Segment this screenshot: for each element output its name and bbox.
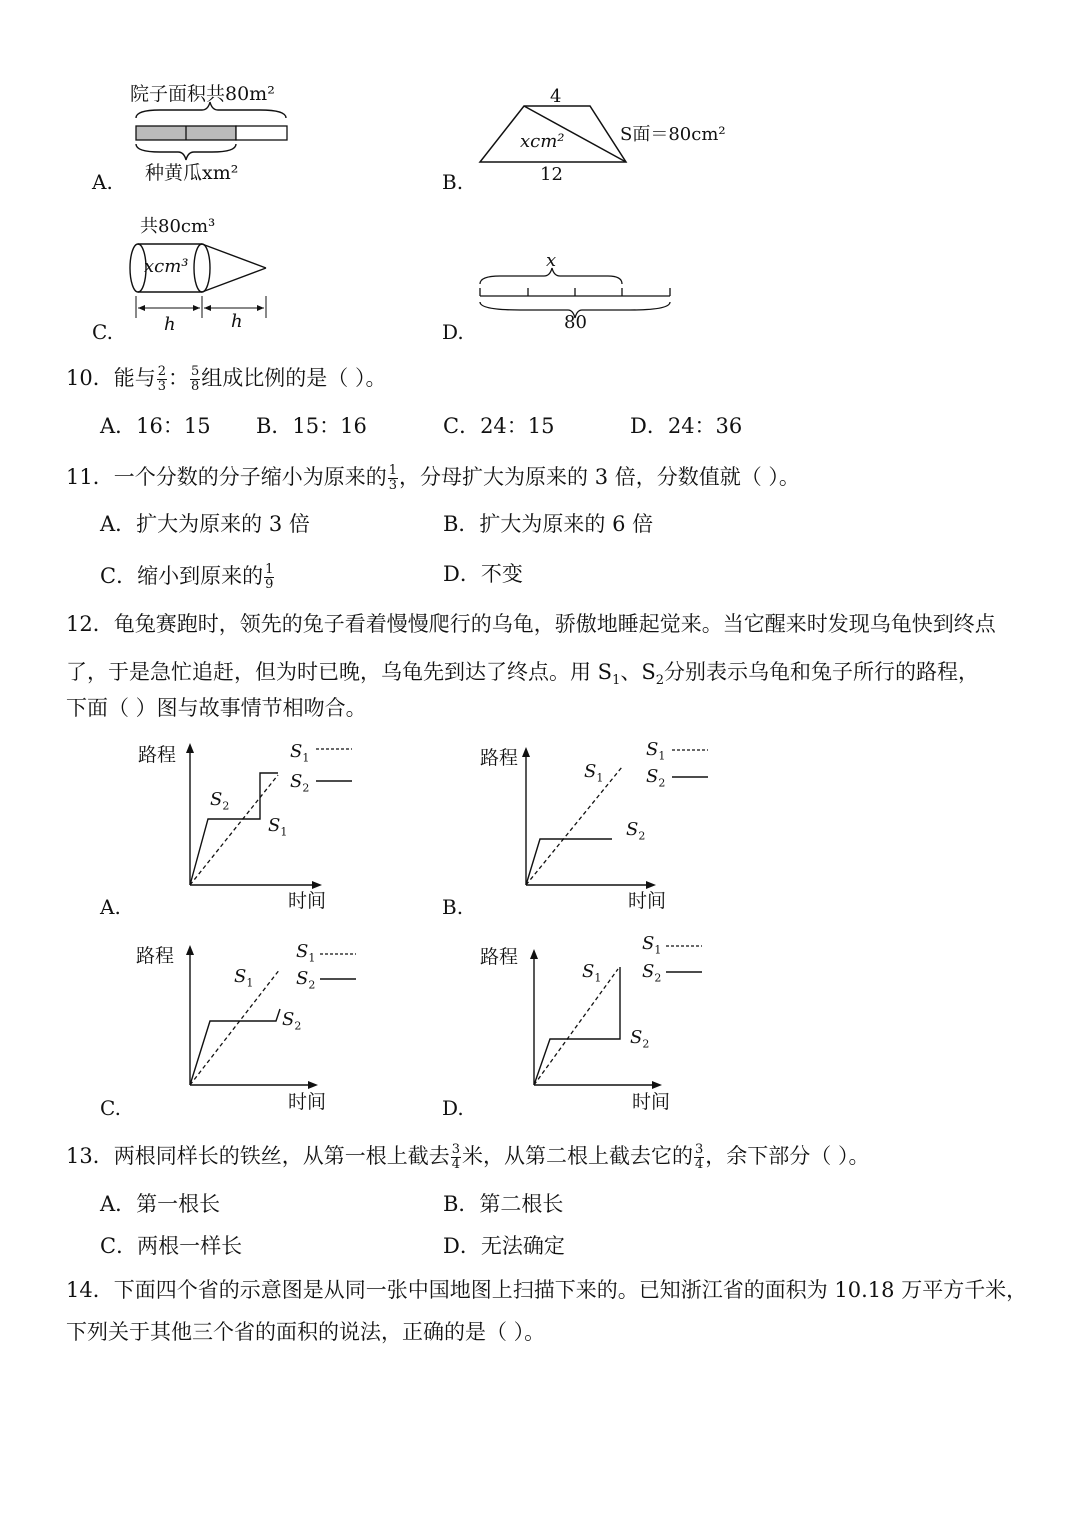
series-label: S [642,933,655,954]
option-a[interactable]: A．第一根长 [100,1192,221,1216]
question-text: ，余下部分（ ）。 [705,1144,870,1168]
question-text: 、S [620,660,656,684]
x-axis-label: 时间 [628,890,667,912]
question-text: 米，从第二根上截去它的 [462,1144,694,1168]
option-a[interactable]: A．16：15 [100,414,211,438]
subscript: 1 [596,771,604,785]
question-number: 10． [66,366,114,390]
option-a[interactable]: A．扩大为原来的 3 倍 [100,512,310,536]
legend-s1 [642,935,661,956]
option-letter[interactable]: D. [442,1096,464,1120]
question-text: 两根同样长的铁丝，从第一根上截去 [113,1144,450,1168]
subscript: 2 [222,799,230,813]
subscript: 1 [302,751,310,765]
subscript: 2 [654,971,662,985]
subscript: 1 [246,976,254,990]
series-label: S [268,815,281,836]
graph-d [432,935,732,1125]
legend-s1 [290,743,309,764]
option-d[interactable]: D．不变 [443,562,523,586]
subscript: 2 [638,829,646,843]
distance-time-graph [90,735,390,925]
question-14-line-2: 下列关于其他三个省的面积的说法，正确的是（ ）。 [66,1320,546,1344]
subscript: 1 [594,971,602,985]
option-letter: C. [92,320,113,344]
curve-label-s2 [626,821,645,842]
denominator: 4 [695,1157,704,1172]
option-b[interactable]: B．扩大为原来的 6 倍 [443,512,654,536]
subscript: 1 [654,943,662,957]
series-label: S [234,966,247,987]
option-text: C．缩小到原来的 [100,564,264,588]
distance-time-graph [90,935,390,1125]
legend-s2 [296,970,315,991]
cylinder-height-label: h [164,314,176,335]
subscript: 1 [280,825,288,839]
option-c[interactable] [100,560,275,592]
question-text: 一个分数的分子缩小为原来的 [113,465,387,489]
series-label: S [584,761,597,782]
denominator: 9 [265,577,274,592]
series-label: S [296,968,309,989]
distance-time-graph [432,735,732,925]
triangle-area-label: xcm² [520,131,565,152]
subscript: 1 [612,673,621,689]
segment-diagram [440,240,700,350]
denominator: 3 [157,379,167,394]
subscript: 2 [655,673,665,689]
option-letter[interactable]: B. [442,895,464,919]
fraction [388,464,398,492]
numerator: 1 [388,463,398,479]
curve-label-s1 [268,817,287,838]
option-d[interactable]: D．24：36 [630,414,743,438]
question-12-line-3: 下面（ ）图与故事情节相吻合。 [66,696,367,720]
question-text: 能与 [113,366,156,390]
graph-a [90,735,390,925]
q9-option-c [90,210,350,350]
legend-s1 [646,741,665,762]
segment-total-label: 80 [564,312,587,333]
legend-s2 [290,773,309,794]
subscript: 2 [658,776,666,790]
subscript: 1 [658,749,666,763]
total-volume-label: 共80cm³ [140,216,216,237]
cucumber-area-label: 种黄瓜xm² [145,162,239,184]
curve-label-s2 [210,791,229,812]
numerator: 1 [265,562,274,578]
subscript: 2 [642,1037,650,1051]
option-b[interactable]: B．第二根长 [443,1192,564,1216]
curve-label-s2 [282,1011,301,1032]
q9-option-b [440,80,740,200]
option-c[interactable]: C．两根一样长 [100,1234,243,1258]
x-axis-label: 时间 [632,1091,671,1113]
subscript: 2 [302,781,310,795]
denominator: 3 [388,478,398,493]
segment-x-label: x [546,250,557,271]
series-label: S [296,941,309,962]
subscript: 1 [308,951,316,965]
fraction [694,1143,704,1171]
legend-s2 [642,963,661,984]
x-axis-label: 时间 [288,1091,327,1113]
denominator: 8 [191,379,200,394]
curve-label-s1 [582,963,601,984]
top-base-label: 4 [550,86,562,107]
question-text: 了，于是急忙追赶，但为时已晚，乌龟先到达了终点。用 S [66,660,613,684]
series-label: S [642,961,655,982]
option-letter: B. [442,170,464,194]
question-12-line-2 [66,656,979,688]
curve-label-s1 [234,968,253,989]
question-14-line-1: 14．下面四个省的示意图是从同一张中国地图上扫描下来的。已知浙江省的面积为 10.18 万平方千米， [66,1278,1028,1302]
graph-c [90,935,390,1125]
legend-s1 [296,943,315,964]
bottom-base-label: 12 [540,164,563,185]
cylinder-cone-diagram [90,210,350,350]
series-label: S [290,741,303,762]
question-11 [66,461,800,493]
subscript: 2 [294,1019,302,1033]
ratio-sign: ： [168,366,190,390]
curve-label-s2 [630,1029,649,1050]
option-c[interactable]: C．24：15 [443,414,555,438]
series-label: S [626,819,639,840]
y-axis-label: 路程 [480,747,519,769]
fraction [264,563,274,591]
numerator: 2 [157,364,167,380]
denominator: 4 [451,1157,461,1172]
series-label: S [646,766,659,787]
q9-option-d [440,240,700,350]
fraction [157,365,167,393]
q9-option-a [90,80,350,200]
series-label: S [290,771,303,792]
option-letter: A. [92,170,113,194]
y-axis-label: 路程 [136,945,175,967]
yard-area-label: 院子面积共80m² [130,83,275,105]
series-label: S [282,1009,295,1030]
question-number: 11． [66,465,114,489]
question-10 [66,362,386,394]
question-text: ，分母扩大为原来的 3 倍，分数值就（ ）。 [399,465,800,489]
trapezoid-area-label: S面＝80cm² [620,124,726,145]
series-label: S [630,1027,643,1048]
legend-s2 [646,768,665,789]
option-letter: D. [442,320,464,344]
x-axis-label: 时间 [288,890,327,912]
option-d[interactable]: D．无法确定 [443,1234,565,1258]
fraction [451,1143,461,1171]
curve-label-s1 [584,763,603,784]
numerator: 3 [451,1142,461,1158]
fraction [190,365,200,393]
numerator: 5 [191,364,200,380]
series-label: S [210,789,223,810]
cone-height-label: h [231,311,243,332]
graph-b [432,735,732,925]
question-text: 组成比例的是（ ）。 [201,366,387,390]
question-text: 分别表示乌龟和兔子所行的路程， [664,660,980,684]
y-axis-label: 路程 [138,744,177,766]
option-letter[interactable]: A. [100,895,121,919]
series-label: S [582,961,595,982]
numerator: 3 [695,1142,704,1158]
option-b[interactable]: B．15：16 [256,414,367,438]
series-label: S [646,739,659,760]
y-axis-label: 路程 [480,946,519,968]
option-letter[interactable]: C. [100,1096,121,1120]
question-12-line-1: 12．龟兔赛跑时，领先的兔子看着慢慢爬行的乌龟，骄傲地睡起觉来。当它醒来时发现乌龟快到终点 [66,612,996,636]
cylinder-volume-label: xcm³ [144,256,189,277]
subscript: 2 [308,978,316,992]
question-number: 13． [66,1144,114,1168]
question-13 [66,1140,869,1172]
